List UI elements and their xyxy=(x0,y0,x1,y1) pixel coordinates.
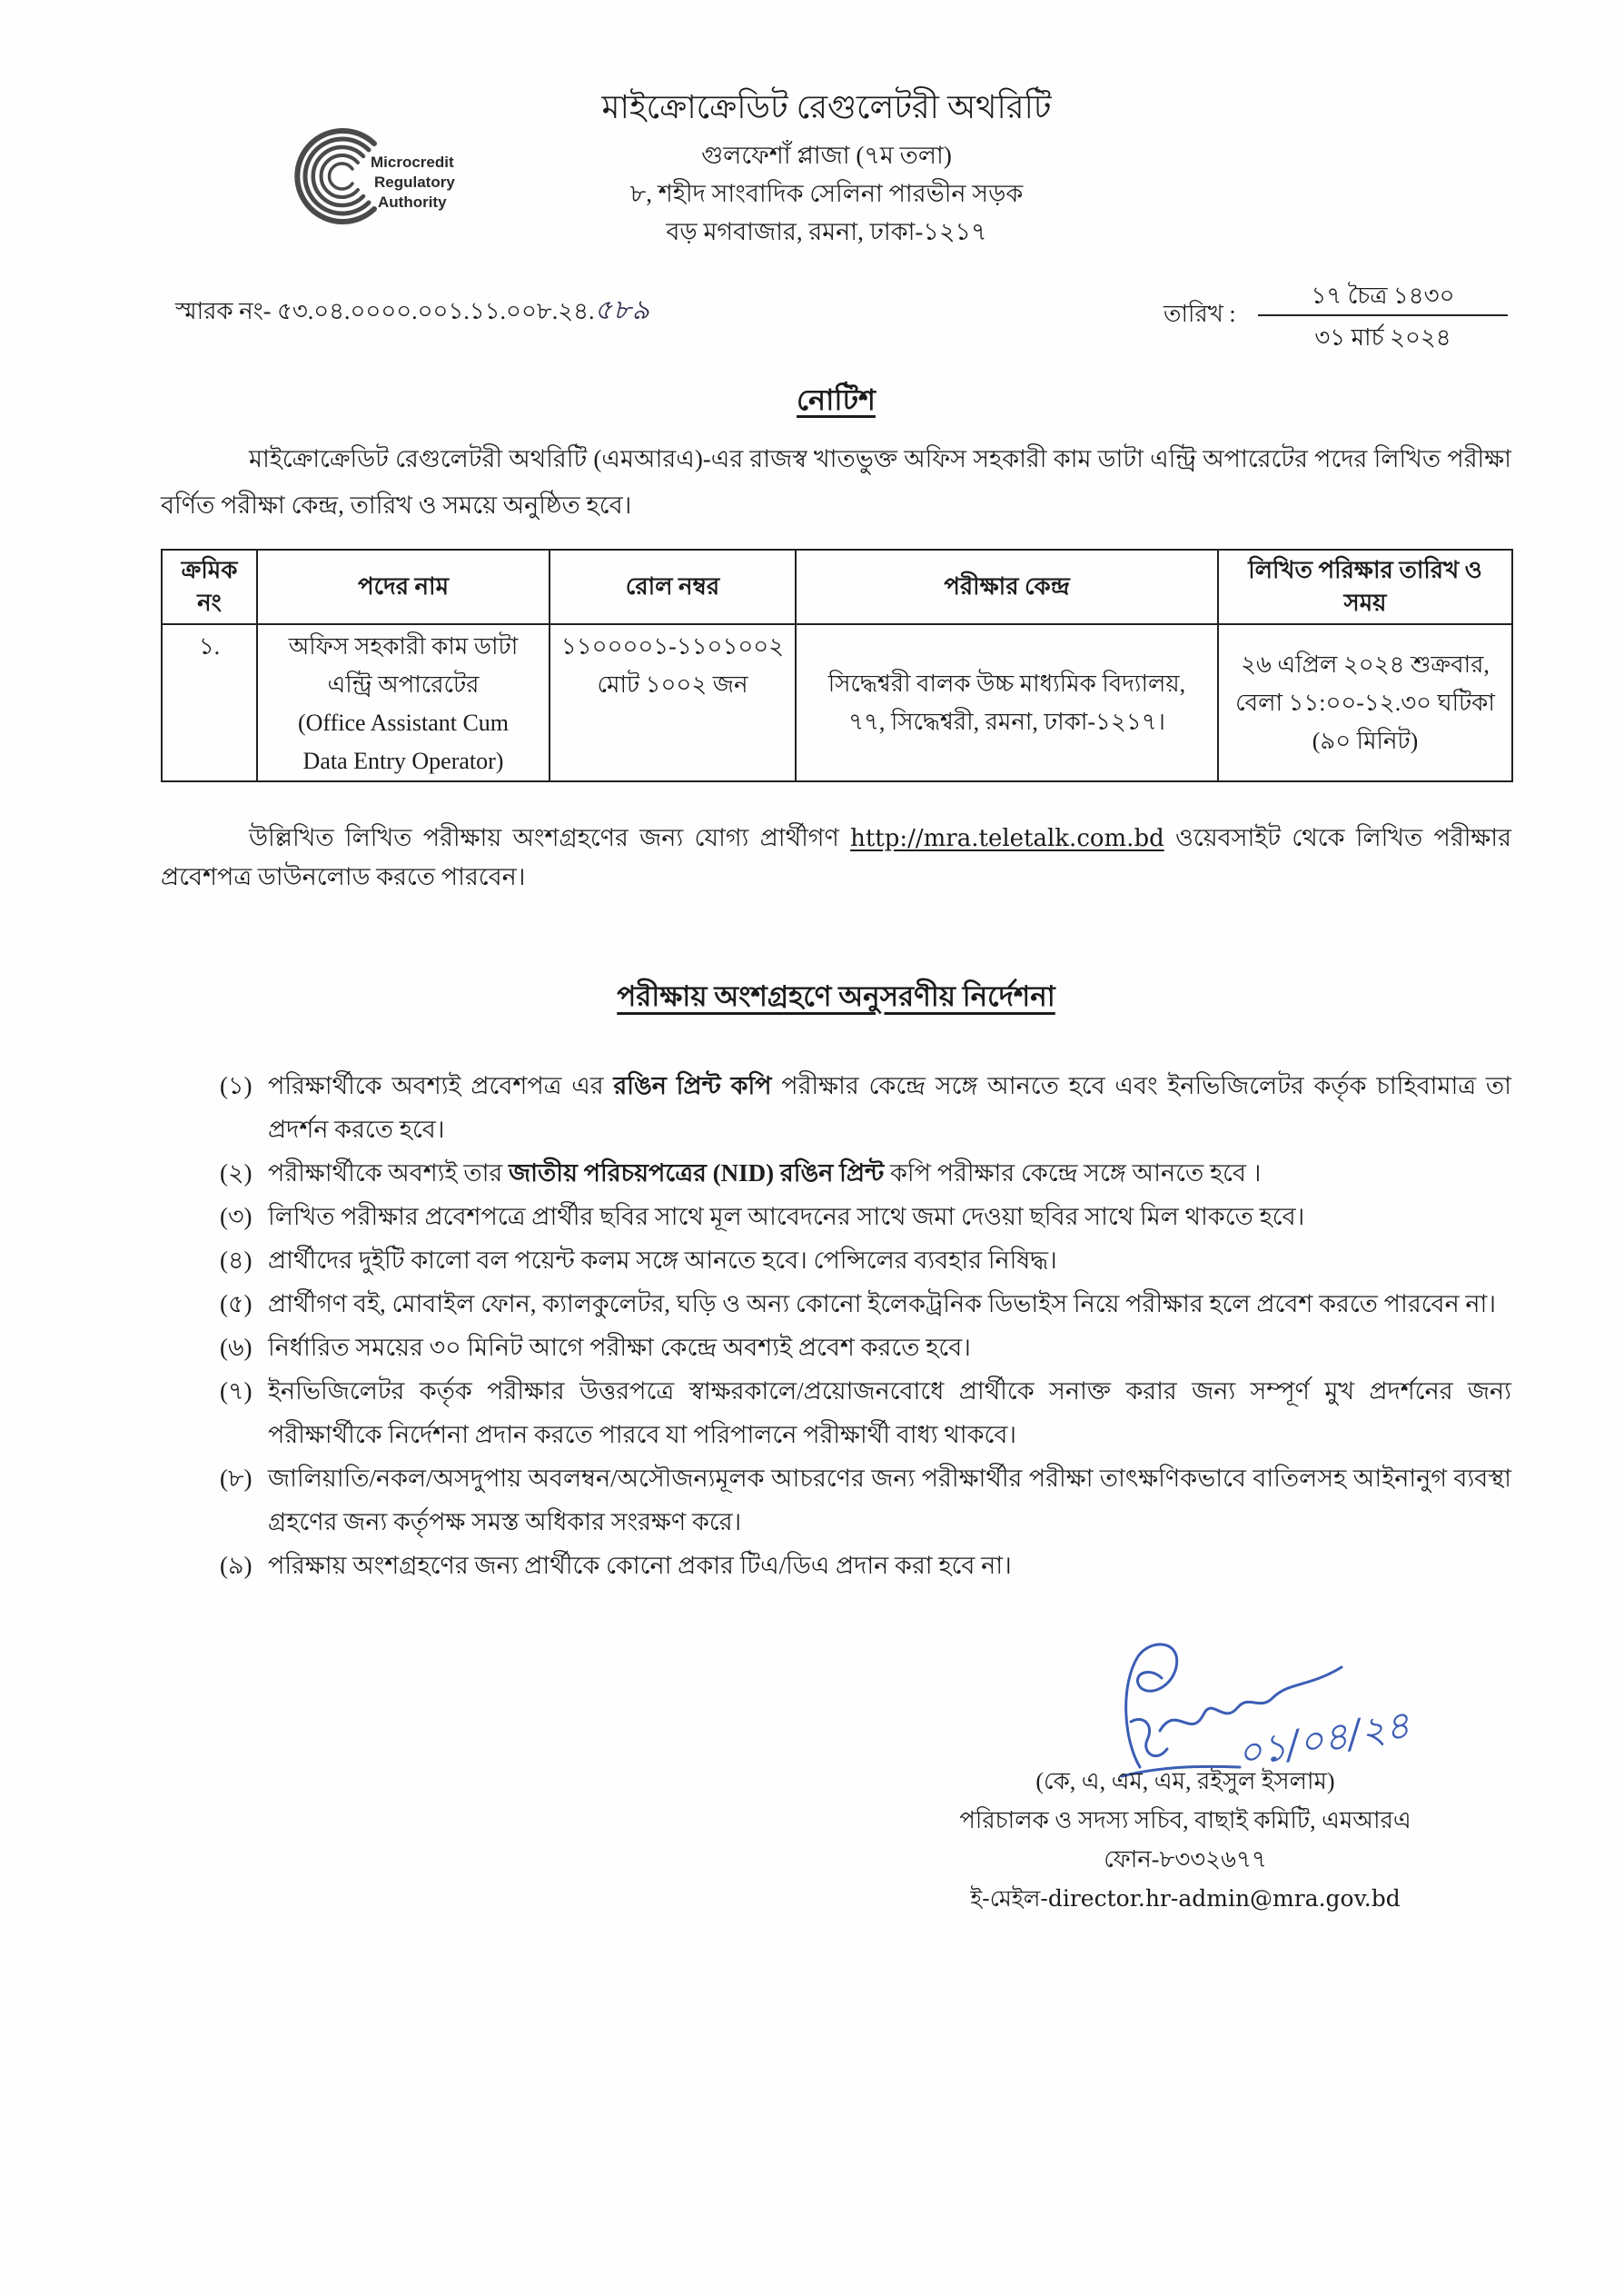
column-header-roll: রোল নম্বর xyxy=(550,550,796,624)
organization-address xyxy=(509,136,1144,251)
list-item-text: প্রার্থীদের দুইটি কালো বল পয়েন্ট কলম সঙ্গে আনতে হবে। পেন্সিলের ব্যবহার নিষিদ্ধ। xyxy=(268,1247,1057,1274)
list-item xyxy=(220,1064,1511,1151)
list-item xyxy=(220,1282,1511,1326)
list-item xyxy=(220,1544,1511,1587)
list-marker: (৬) xyxy=(220,1334,253,1361)
signatory-name: (কে, এ, এম, এম, রইসুল ইসলাম) xyxy=(1035,1768,1335,1794)
signatory-phone: ফোন-৮৩৩২৬৭৭ xyxy=(1104,1846,1267,1873)
text-run: কপি পরীক্ষার কেন্দ্রে সঙ্গে আনতে হবে । xyxy=(884,1159,1262,1187)
cell-line: বেলা ১১:০০-১২.৩০ ঘটিকা xyxy=(1235,689,1495,716)
signatory-email: ই-মেইল-director.hr-admin@mra.gov.bd xyxy=(970,1885,1401,1912)
signatory-designation: পরিচালক ও সদস্য সচিব, বাছাই কমিটি, এমআরএ xyxy=(959,1807,1411,1833)
cell-line: ১১০০০০১-১১০১০০২ xyxy=(560,633,785,660)
address-line: গুলফেশাঁ প্লাজা (৭ম তলা) xyxy=(701,142,952,169)
instructions-heading-text: পরীক্ষায় অংশগ্রহণে অনুসরণীয় নির্দেশনা xyxy=(617,980,1055,1012)
notice-title-text: নোটিশ xyxy=(797,383,876,416)
cell-line: Data Entry Operator) xyxy=(302,748,504,774)
mra-logo xyxy=(287,124,481,229)
exam-schedule-table xyxy=(161,549,1513,782)
list-item xyxy=(220,1369,1511,1456)
text-run: পরীক্ষার্থীকে অবশ্যই তার xyxy=(268,1159,510,1187)
list-item xyxy=(220,1238,1511,1282)
cell-line: (৯০ মিনিট) xyxy=(1312,727,1419,754)
bold-text-run: জাতীয় পরিচয়পত্রের (NID) রঙিন প্রিন্ট xyxy=(509,1159,885,1187)
cell-line: ৭৭, সিদ্ধেশ্বরী, রমনা, ঢাকা-১২১৭। xyxy=(848,708,1165,735)
text-run: পরিক্ষার্থীকে অবশ্যই প্রবেশপত্র এর xyxy=(268,1072,614,1099)
column-header-schedule: লিখিত পরিক্ষার তারিখ ও সময় xyxy=(1218,550,1512,624)
intro-paragraph: মাইক্রোক্রেডিট রেগুলেটরী অথরিটি (এমআরএ)-এর রাজস্ব খাতভুক্ত অফিস সহকারী কাম ডাটা এন্ট্রি অপারেটের পদের লিখিত পরীক্ষা বর্ণিত পরীক্ষা কেন্দ্র, তারিখ ও সময়ে অনুষ্ঠিত হবে। xyxy=(161,445,1511,519)
organization-title: মাইক্রোক্রেডিট রেগুলেটরী অথরিটি xyxy=(601,89,1052,125)
date-label: তারিখ : xyxy=(1164,301,1236,327)
date-bangla: ১৭ চৈত্র ১৪৩০ xyxy=(1258,278,1508,316)
list-marker: (৫) xyxy=(220,1290,253,1317)
cell-line: মোট ১০০২ জন xyxy=(597,671,748,698)
mra-logo-emblem-icon xyxy=(287,124,481,229)
list-marker: (৯) xyxy=(220,1552,253,1579)
signature-date: ০১/০৪/২৪ xyxy=(1233,1702,1413,1776)
memo-label: স্মারক নং- ৫৩.০৪.০০০০.০০১.১১.০০৮.২৪. xyxy=(175,298,595,324)
column-header-post: পদের নাম xyxy=(257,550,550,624)
list-item-text: পরিক্ষায় অংশগ্রহণের জন্য প্রার্থীকে কোনো প্রকার টিএ/ডিএ প্রদান করা হবে না। xyxy=(268,1552,1012,1579)
list-marker: (৪) xyxy=(220,1247,253,1274)
signoff-block xyxy=(161,1631,1511,1922)
cell-line: সিদ্ধেশ্বরী বালক উচ্চ মাধ্যমিক বিদ্যালয়, xyxy=(827,670,1186,697)
list-item xyxy=(220,1456,1511,1544)
list-marker: (১) xyxy=(220,1072,253,1099)
list-marker: (৮) xyxy=(220,1465,253,1492)
memo-number xyxy=(175,293,650,330)
column-header-centre: পরীক্ষার কেন্দ্র xyxy=(796,550,1218,624)
notice-title xyxy=(161,378,1511,422)
list-marker: (৭) xyxy=(220,1377,253,1405)
table-header-row xyxy=(162,550,1512,624)
cell-roll xyxy=(550,624,796,781)
address-line: ৮, শহীদ সাংবাদিক সেলিনা পারভীন সড়ক xyxy=(629,180,1024,207)
list-item-text: লিখিত পরীক্ষার প্রবেশপত্রে প্রার্থীর ছবির সাথে মূল আবেদনের সাথে জমা দেওয়া ছবির সাথে মিল থাকতে হবে। xyxy=(268,1203,1305,1230)
download-paragraph xyxy=(161,819,1511,896)
bold-text-run: রঙিন প্রিন্ট কপি xyxy=(613,1072,772,1099)
list-item-text: জালিয়াতি/নকল/অসদুপায় অবলম্বন/অসৌজন্যমূলক আচরণের জন্য পরীক্ষার্থীর পরীক্ষা তাৎক্ষণিকভাবে বাতিলসহ আইনানুগ ব্যবস্থা গ্রহণের জন্য কর্তৃপক্ষ সমস্ত অধিকার সংরক্ষণ করে। xyxy=(268,1465,1511,1535)
list-item xyxy=(220,1195,1511,1238)
logo-text-line1: Microcredit xyxy=(371,154,454,171)
table-row xyxy=(162,624,1512,781)
cell-schedule xyxy=(1218,624,1512,781)
list-item-text: প্রার্থীগণ বই, মোবাইল ফোন, ক্যালকুলেটর, ঘড়ি ও অন্য কোনো ইলেকট্রনিক ডিভাইস নিয়ে পরীক্ষার হলে প্রবেশ করতে পারবেন না। xyxy=(268,1290,1497,1317)
list-item-text xyxy=(268,1064,1511,1151)
signatory-details xyxy=(904,1762,1467,1918)
column-header-serial: ক্রমিক নং xyxy=(162,550,257,624)
text-run: পরীক্ষার কেন্দ্রে সঙ্গে আনতে হবে এবং ইনভিজিলেটর কর্তৃক চাহিবামাত্র তা প্রদর্শন করতে হবে। xyxy=(268,1072,1511,1143)
list-item-text: ইনভিজিলেটর কর্তৃক পরীক্ষার উত্তরপত্রে স্বাক্ষরকালে/প্রয়োজনবোধে প্রার্থীকে সনাক্ত করার জন্য সম্পূর্ণ মুখ প্রদর্শনের জন্য পরীক্ষার্থীকে নির্দেশনা প্রদান করতে পারবে যা পরিপালনে পরীক্ষার্থী বাধ্য থাকবে। xyxy=(268,1377,1511,1448)
cell-line: (Office Assistant Cum xyxy=(297,710,510,736)
list-item-text: নির্ধারিত সময়ের ৩০ মিনিট আগে পরীক্ষা কেন্দ্রে অবশ্যই প্রবেশ করতে হবে। xyxy=(268,1334,971,1361)
memo-handwritten-number: ৫৮৯ xyxy=(594,295,650,325)
date-box xyxy=(1258,278,1508,360)
cell-serial: ১. xyxy=(162,624,257,781)
download-text-after: ওয়েবসাইট থেকে লিখিত পরীক্ষার প্রবেশপত্র ডাউনলোড করতে পারবেন। xyxy=(161,824,1511,890)
notice-body xyxy=(161,378,1511,1922)
cell-post xyxy=(257,624,550,781)
list-marker: (৩) xyxy=(220,1203,253,1230)
address-line: বড় মগবাজার, রমনা, ঢাকা-১২১৭ xyxy=(666,218,987,245)
list-item xyxy=(220,1151,1511,1195)
date-english: ৩১ মার্চ ২০২৪ xyxy=(1314,324,1451,351)
cell-line: ২৬ এপ্রিল ২০২৪ শুক্রবার, xyxy=(1241,651,1490,678)
list-item xyxy=(220,1326,1511,1369)
instructions-heading xyxy=(161,976,1511,1018)
list-marker: (২) xyxy=(220,1159,253,1187)
instructions-list xyxy=(161,1064,1511,1587)
cell-line: এন্ট্রি অপারেটের xyxy=(327,671,480,698)
download-text-before: উল্লিখিত লিখিত পরীক্ষায় অংশগ্রহণের জন্য যোগ্য প্রার্থীগণ xyxy=(249,824,851,851)
cell-line: অফিস সহকারী কাম ডাটা xyxy=(288,633,519,660)
logo-text-line2: Regulatory xyxy=(374,174,455,191)
logo-text-line3: Authority xyxy=(378,194,447,211)
list-item-text xyxy=(268,1151,1511,1195)
cell-centre xyxy=(796,624,1218,781)
admit-card-url-link: http://mra.teletalk.com.bd xyxy=(850,825,1164,852)
